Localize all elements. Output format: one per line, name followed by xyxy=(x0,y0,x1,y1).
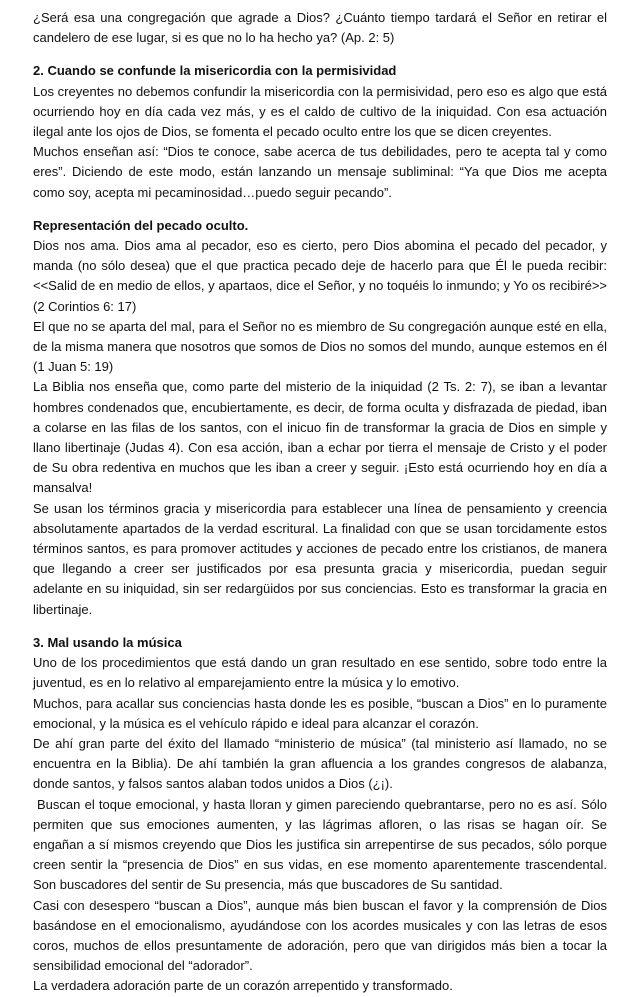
paragraph: Los creyentes no debemos confundir la misericordia con la permisividad, pero eso es algo que está ocurriendo hoy en día cada vez más, y es el caldo de cultivo de la iniquidad. Con esa actuación ilegal ante los ojos de Dios, se fomenta el pecado oculto entre los que se dicen creyentes. xyxy=(33,83,607,140)
paragraph: La verdadera adoración parte de un corazón arrepentido y transformado. xyxy=(33,978,453,994)
paragraph: Dios nos ama. Dios ama al pecador, eso es cierto, pero Dios abomina el pecado del pecador, y manda (no sólo desea) que el que practica pecado deje de hacerlo para que Él le pueda recibir: <<Salid de en medio de ellos, y apartaos, dice el Señor, y no toquéis lo inmundo; y Yo os recibiré>> (2 Corintios 6: 17) xyxy=(33,238,607,314)
paragraph: La Biblia nos enseña que, como parte del misterio de la iniquidad (2 Ts. 2: 7), se iban a levantar hombres condenados que, encubiertamente, es decir, de forma oculta y disfrazada de piedad, iban a colarse en las filas de los santos, con el inicuo fin de transformar la gracia de Dios en simple y llano libertinaje (Judas 4). Con esa acción, iban a echar por tierra el mensaje de Cristo y el poder de Su obra redentiva en muchos que les iban a creer y seguir. ¡Esto está ocurriendo hoy en día a mansalva! xyxy=(33,379,607,496)
section-heading-pecado-oculto: Representación del pecado oculto. xyxy=(33,217,249,233)
paragraph: Muchos, para acallar sus conciencias hasta donde les es posible, “buscan a Dios” en lo puramente emocional, y la música es el vehículo rápido e ideal para alcanzar el corazón. xyxy=(33,695,607,731)
intro-paragraph: ¿Será esa una congregación que agrade a Dios? ¿Cuánto tiempo tardará el Señor en retirar el candelero de ese lugar, si es que no lo ha hecho ya? (Ap. 2: 5) xyxy=(33,10,607,46)
paragraph: El que no se aparta del mal, para el Señor no es miembro de Su congregación aunque esté en ella, de la misma manera que nosotros que somos de Dios no somos del mundo, aunque estemos en él (1 Juan 5: 19) xyxy=(33,318,607,375)
paragraph: Se usan los términos gracia y misericordia para establecer una línea de pensamiento y creencia absolutamente apartados de la verdad escritural. La finalidad con que se usan torcidamente estos términos santos, es para promover actitudes y acciones de pecado entre los cristianos, de manera que llegando a creer ser justificados por esa presunta gracia y misericordia, puedan seguir adelante en su iniquidad, sin ser redargüidos por sus conciencias. Esto es transformar la gracia en libertinaje. xyxy=(33,500,607,617)
document-page xyxy=(33,8,607,997)
paragraph: Buscan el toque emocional, y hasta lloran y gimen pareciendo quebrantarse, pero no es así. Sólo permiten que sus emociones aumenten, y las lágrimas afloren, o las risas se hagan oír. Se engañan a sí mismos creyendo que Dios les justifica sin arrepentirse de sus pecados, sólo porque creen sentir la “presencia de Dios” en sus vidas, en ese momento aparentemente trascendental. Son buscadores del sentir de Su presencia, más que buscadores de Su santidad. xyxy=(33,796,607,893)
spacer xyxy=(33,48,607,61)
paragraph: De ahí gran parte del éxito del llamado “ministerio de música” (tal ministerio así llamado, no se encuentra en la Biblia). De ahí también la gran afluencia a los grandes congresos de alabanza, donde santos, y falsos santos alaban todos unidos a Dios (¿¡). xyxy=(33,735,607,792)
section-heading-permisividad: 2. Cuando se confunde la misericordia con la permisividad xyxy=(33,63,397,79)
paragraph: Casi con desespero “buscan a Dios”, aunque más bien buscan el favor y la comprensión de Dios basándose en el emocionalismo, ayudándose con los acordes musicales y con las letras de esos coros, muchos de ellos presuntamente de adoración, pero que van dirigidos más bien a tocar la sensibilidad emocional del “adorador”. xyxy=(33,897,607,974)
paragraph: Muchos enseñan así: “Dios te conoce, sabe acerca de tus debilidades, pero te acepta tal y como eres”. Diciendo de este modo, están lanzando un mensaje subliminal: “Ya que Dios me acepta como soy, acepta mi pecaminosidad…puedo seguir pecando”. xyxy=(33,144,607,200)
spacer xyxy=(33,203,607,216)
spacer xyxy=(33,620,607,633)
paragraph: Uno de los procedimientos que está dando un gran resultado en ese sentido, sobre todo entre la juventud, es en lo relativo al emparejamiento entre la música y lo emotivo. xyxy=(33,655,607,691)
section-heading-musica: 3. Mal usando la música xyxy=(33,634,182,650)
